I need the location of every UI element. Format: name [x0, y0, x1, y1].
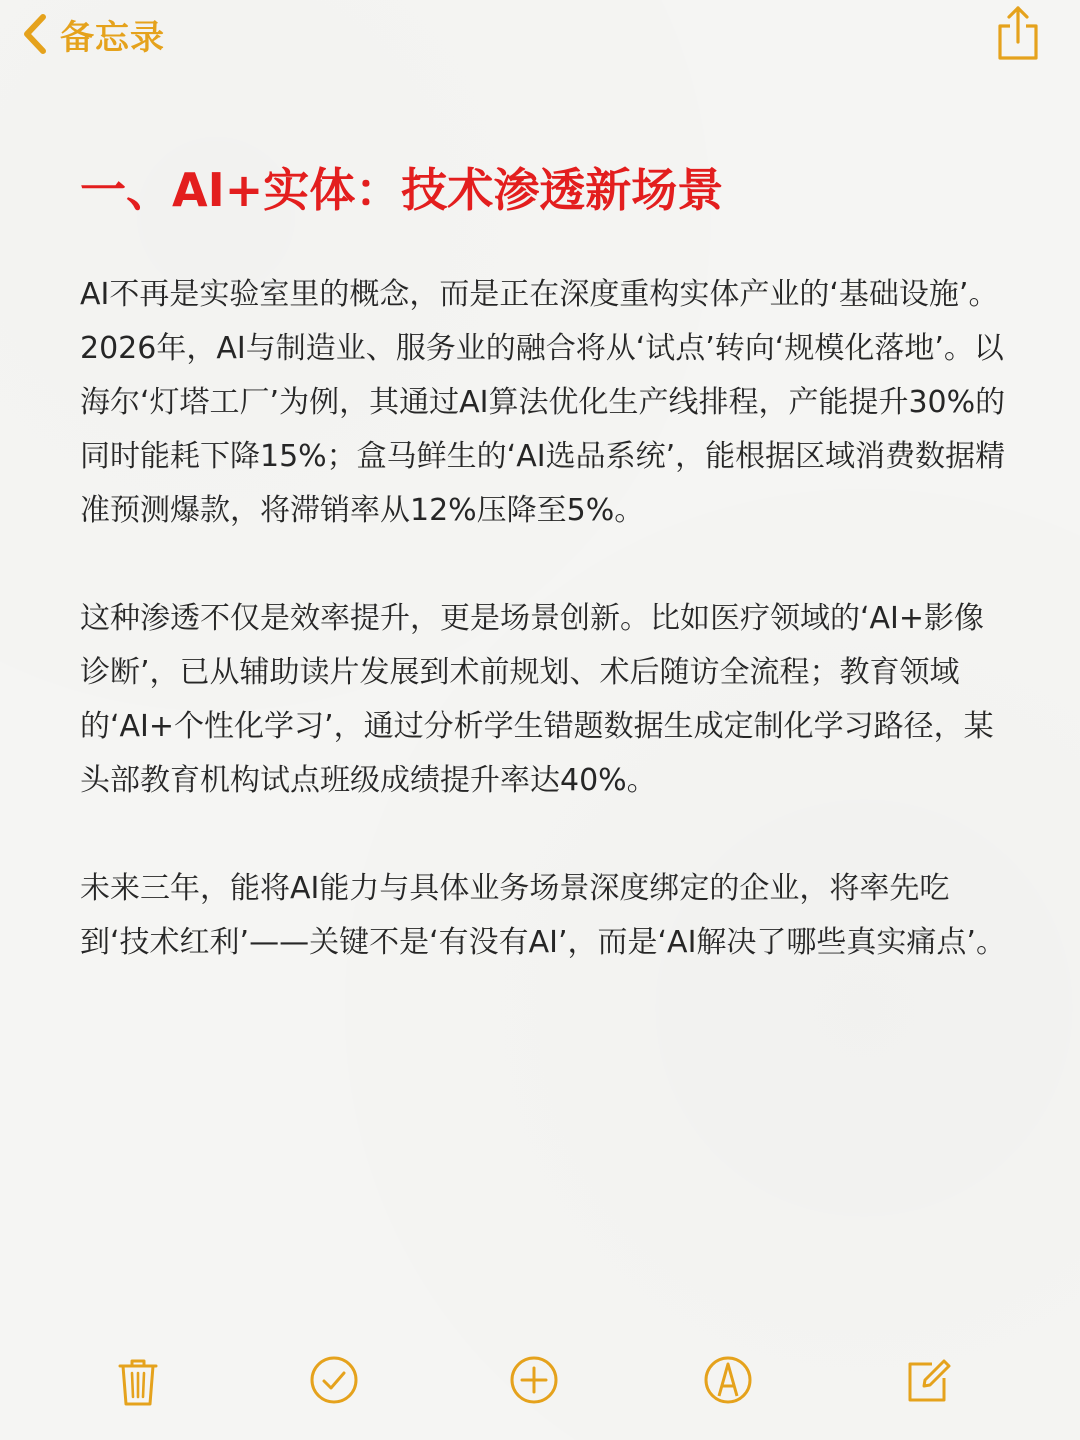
share-icon	[994, 4, 1042, 62]
note-content[interactable]	[80, 150, 1010, 970]
compose-icon	[898, 1350, 958, 1410]
note-paragraph: 未来三年，能将AI能力与具体业务场景深度绑定的企业，将率先吃到‘技术红利’——关键不是‘有没有AI’，而是‘AI解决了哪些真实痛点’。	[80, 871, 1006, 960]
share-button[interactable]	[994, 4, 1042, 62]
chevron-left-icon	[22, 13, 48, 55]
note-paragraph: 这种渗透不仅是效率提升，更是场景创新。比如医疗领域的‘AI+影像诊断’，已从辅助读片发展到术前规划、术后随访全流程；教育领域的‘AI+个性化学习’，通过分析学生错题数据生成定制化学习路径，某头部教育机构试点班级成绩提升率达40%。	[80, 601, 994, 798]
bottom-toolbar	[0, 1350, 1080, 1430]
markup-icon	[698, 1350, 758, 1410]
back-button[interactable]	[22, 10, 165, 58]
note-paragraph: AI不再是实验室里的概念，而是正在深度重构实体产业的‘基础设施’。2026年，AI与制造业、服务业的融合将从‘试点’转向‘规模化落地’。以海尔‘灯塔工厂’为例，其通过AI算法优化生产线排程，产能提升30%的同时能耗下降15%；盒马鲜生的‘AI选品系统’，能根据区域消费数据精准预测爆款，将滞销率从12%压降至5%。	[80, 277, 1006, 528]
back-label: 备忘录	[60, 17, 165, 58]
markup-button[interactable]	[698, 1350, 758, 1410]
note-title: 一、AI+实体：技术渗透新场景	[80, 163, 724, 217]
add-button[interactable]	[504, 1350, 564, 1410]
checklist-icon	[304, 1350, 364, 1410]
delete-button[interactable]	[108, 1350, 168, 1410]
add-icon	[504, 1350, 564, 1410]
navigation-bar	[0, 0, 1080, 80]
compose-button[interactable]	[898, 1350, 958, 1410]
trash-icon	[108, 1350, 168, 1410]
checklist-button[interactable]	[304, 1350, 364, 1410]
